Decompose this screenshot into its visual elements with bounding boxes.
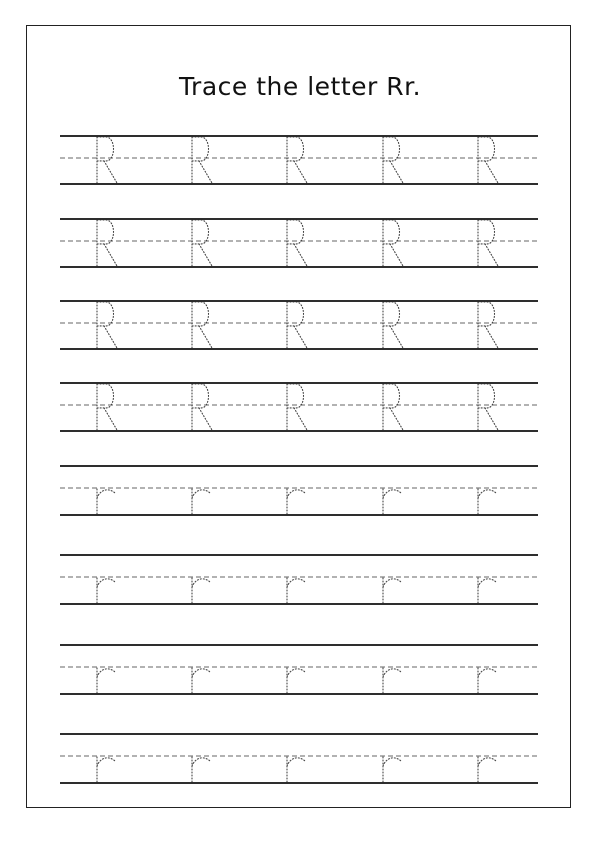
lowercase-r-trace [97, 489, 115, 514]
lowercase-r-trace [287, 757, 305, 782]
lowercase-r-trace [97, 668, 115, 693]
uppercase-R-trace [287, 302, 307, 348]
uppercase-R-trace [192, 220, 212, 266]
lowercase-r-trace [192, 757, 210, 782]
uppercase-R-trace [287, 220, 307, 266]
uppercase-R-trace [192, 302, 212, 348]
uppercase-R-trace [383, 220, 403, 266]
uppercase-R-trace [287, 137, 307, 183]
uppercase-R-trace [97, 137, 117, 183]
uppercase-R-trace [383, 302, 403, 348]
lowercase-r-trace [383, 757, 401, 782]
uppercase-R-trace [478, 302, 498, 348]
lowercase-r-trace [478, 668, 496, 693]
lowercase-r-trace [383, 668, 401, 693]
lowercase-r-trace [192, 668, 210, 693]
lowercase-r-trace [192, 578, 210, 603]
uppercase-R-trace [192, 137, 212, 183]
uppercase-R-trace [383, 137, 403, 183]
uppercase-R-trace [97, 302, 117, 348]
uppercase-R-trace [97, 220, 117, 266]
worksheet-title: Trace the letter Rr. [178, 72, 422, 101]
lowercase-r-trace [287, 489, 305, 514]
uppercase-R-trace [383, 384, 403, 430]
lowercase-r-trace [287, 578, 305, 603]
lowercase-r-trace [97, 578, 115, 603]
lowercase-r-trace [287, 668, 305, 693]
lowercase-r-trace [478, 489, 496, 514]
uppercase-R-trace [287, 384, 307, 430]
uppercase-R-trace [97, 384, 117, 430]
uppercase-R-trace [478, 384, 498, 430]
lowercase-r-trace [383, 578, 401, 603]
lowercase-r-trace [478, 757, 496, 782]
lowercase-r-trace [192, 489, 210, 514]
uppercase-R-trace [478, 220, 498, 266]
lowercase-r-trace [383, 489, 401, 514]
lowercase-r-trace [478, 578, 496, 603]
uppercase-R-trace [478, 137, 498, 183]
lowercase-r-trace [97, 757, 115, 782]
uppercase-R-trace [192, 384, 212, 430]
